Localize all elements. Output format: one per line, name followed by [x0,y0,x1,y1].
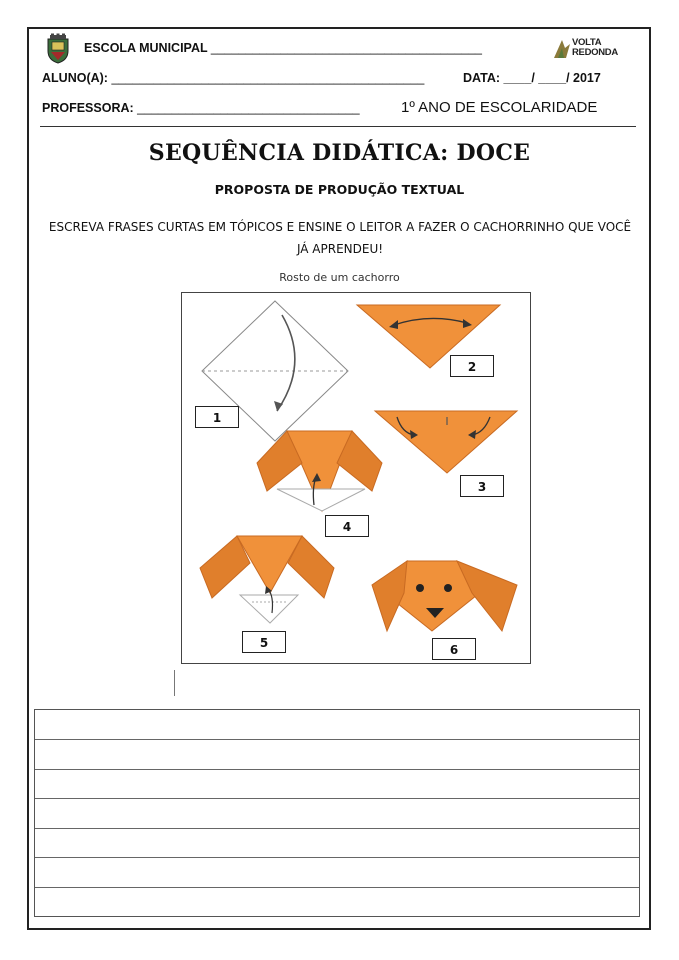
step-5-illustration [200,536,334,623]
step-6-illustration [372,561,517,631]
logo-text: VOLTA REDONDA [572,37,618,58]
teacher-line [42,101,360,115]
page-title: SEQUÊNCIA DIDÁTICA: DOCE [148,140,531,166]
step-label-1: 1 [195,406,239,428]
step-label-3: 3 [460,475,504,497]
student-field[interactable]: _____________________________________________ [111,71,425,85]
page-subtitle: PROPOSTA DE PRODUÇÃO TEXTUAL [214,182,465,197]
step-4-illustration [257,431,382,511]
header-divider [40,126,636,127]
city-crest-icon [42,33,74,65]
school-field[interactable]: _______________________________________ [210,41,482,55]
stray-mark [174,670,175,696]
writing-line[interactable] [35,887,639,888]
writing-line[interactable] [35,857,639,858]
figure-caption: Rosto de um cachorro [279,271,400,284]
student-line [42,71,424,85]
grade-label: 1º ANO DE ESCOLARIDADE [401,99,598,116]
writing-line[interactable] [35,769,639,770]
step-3-illustration [375,411,517,473]
step-label-2: 2 [450,355,494,377]
school-label: ESCOLA MUNICIPAL [84,41,208,55]
school-line [84,41,482,55]
teacher-label: PROFESSORA: [42,101,134,115]
logo-mark-icon [552,38,572,60]
writing-line[interactable] [35,739,639,740]
date-line [463,71,601,85]
date-field[interactable]: ____/ ____/ 2017 [503,71,601,85]
writing-line[interactable] [35,828,639,829]
student-label: ALUNO(A): [42,71,108,85]
date-label: DATA: [463,71,501,85]
step-label-5: 5 [242,631,286,653]
writing-line[interactable] [35,798,639,799]
writing-area[interactable] [34,709,640,917]
step-label-4: 4 [325,515,369,537]
volta-redonda-logo [552,37,618,64]
step-label-6: 6 [432,638,476,660]
teacher-field[interactable]: ________________________________ [137,101,360,115]
origami-steps-figure [181,292,531,664]
instruction-text: ESCREVA FRASES CURTAS EM TÓPICOS E ENSINE O LEITOR A FAZER O CACHORRINHO QUE VOCÊ JÁ APRENDEU! [48,220,632,256]
